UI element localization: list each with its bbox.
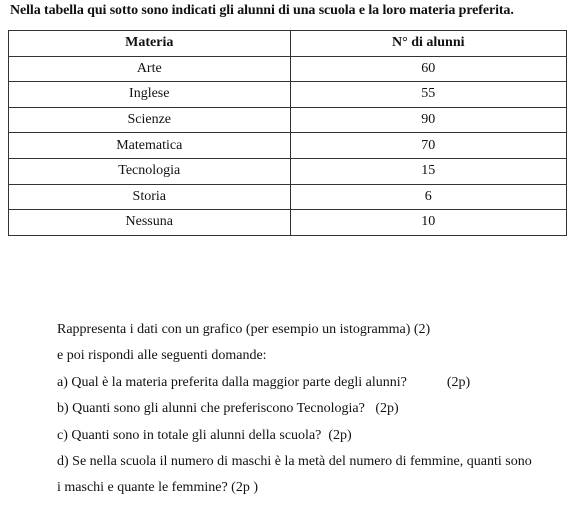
cell-materia: Matematica xyxy=(9,133,291,159)
cell-alunni: 60 xyxy=(290,56,566,82)
instruction-line-1: Rappresenta i dati con un grafico (per esempio un istogramma) (2) xyxy=(57,322,431,337)
table-row xyxy=(9,210,567,236)
question-a-text: a) Qual è la materia preferita dalla maggior parte degli alunni? xyxy=(57,374,407,390)
table-row xyxy=(9,107,567,133)
question-b: b) Quanti sono gli alunni che preferiscono Tecnologia? (2p) xyxy=(57,401,399,417)
cell-materia: Tecnologia xyxy=(9,158,291,184)
cell-materia: Storia xyxy=(9,184,291,210)
cell-alunni: 6 xyxy=(290,184,566,210)
cell-alunni: 15 xyxy=(290,158,566,184)
cell-alunni: 90 xyxy=(290,107,566,133)
table-row xyxy=(9,56,567,82)
header-numero-alunni: N° di alunni xyxy=(290,31,566,57)
question-c: c) Quanti sono in totale gli alunni della scuola? (2p) xyxy=(57,427,352,443)
table-row xyxy=(9,133,567,159)
question-d-line-2: i maschi e quante le femmine? (2p ) xyxy=(57,480,258,496)
subjects-table xyxy=(8,30,567,236)
cell-materia: Inglese xyxy=(9,82,291,108)
question-a xyxy=(57,373,582,399)
question-d-line-1: d) Se nella scuola il numero di maschi è la metà del numero di femmine, quanti sono xyxy=(57,453,532,469)
cell-materia: Scienze xyxy=(9,107,291,133)
table-row xyxy=(9,184,567,210)
table-row xyxy=(9,82,567,108)
question-a-points: (2p) xyxy=(446,374,471,390)
cell-alunni: 55 xyxy=(290,82,566,108)
cell-materia: Arte xyxy=(9,56,291,82)
intro-text: Nella tabella qui sotto sono indicati gli alunni di una scuola e la loro materia preferita. xyxy=(10,3,514,18)
instruction-line-2: e poi rispondi alle seguenti domande: xyxy=(57,348,267,364)
header-materia: Materia xyxy=(9,31,291,57)
cell-alunni: 10 xyxy=(290,210,566,236)
cell-materia: Nessuna xyxy=(9,210,291,236)
table-header-row xyxy=(9,31,567,57)
table-row xyxy=(9,158,567,184)
cell-alunni: 70 xyxy=(290,133,566,159)
questions-block xyxy=(57,320,582,505)
